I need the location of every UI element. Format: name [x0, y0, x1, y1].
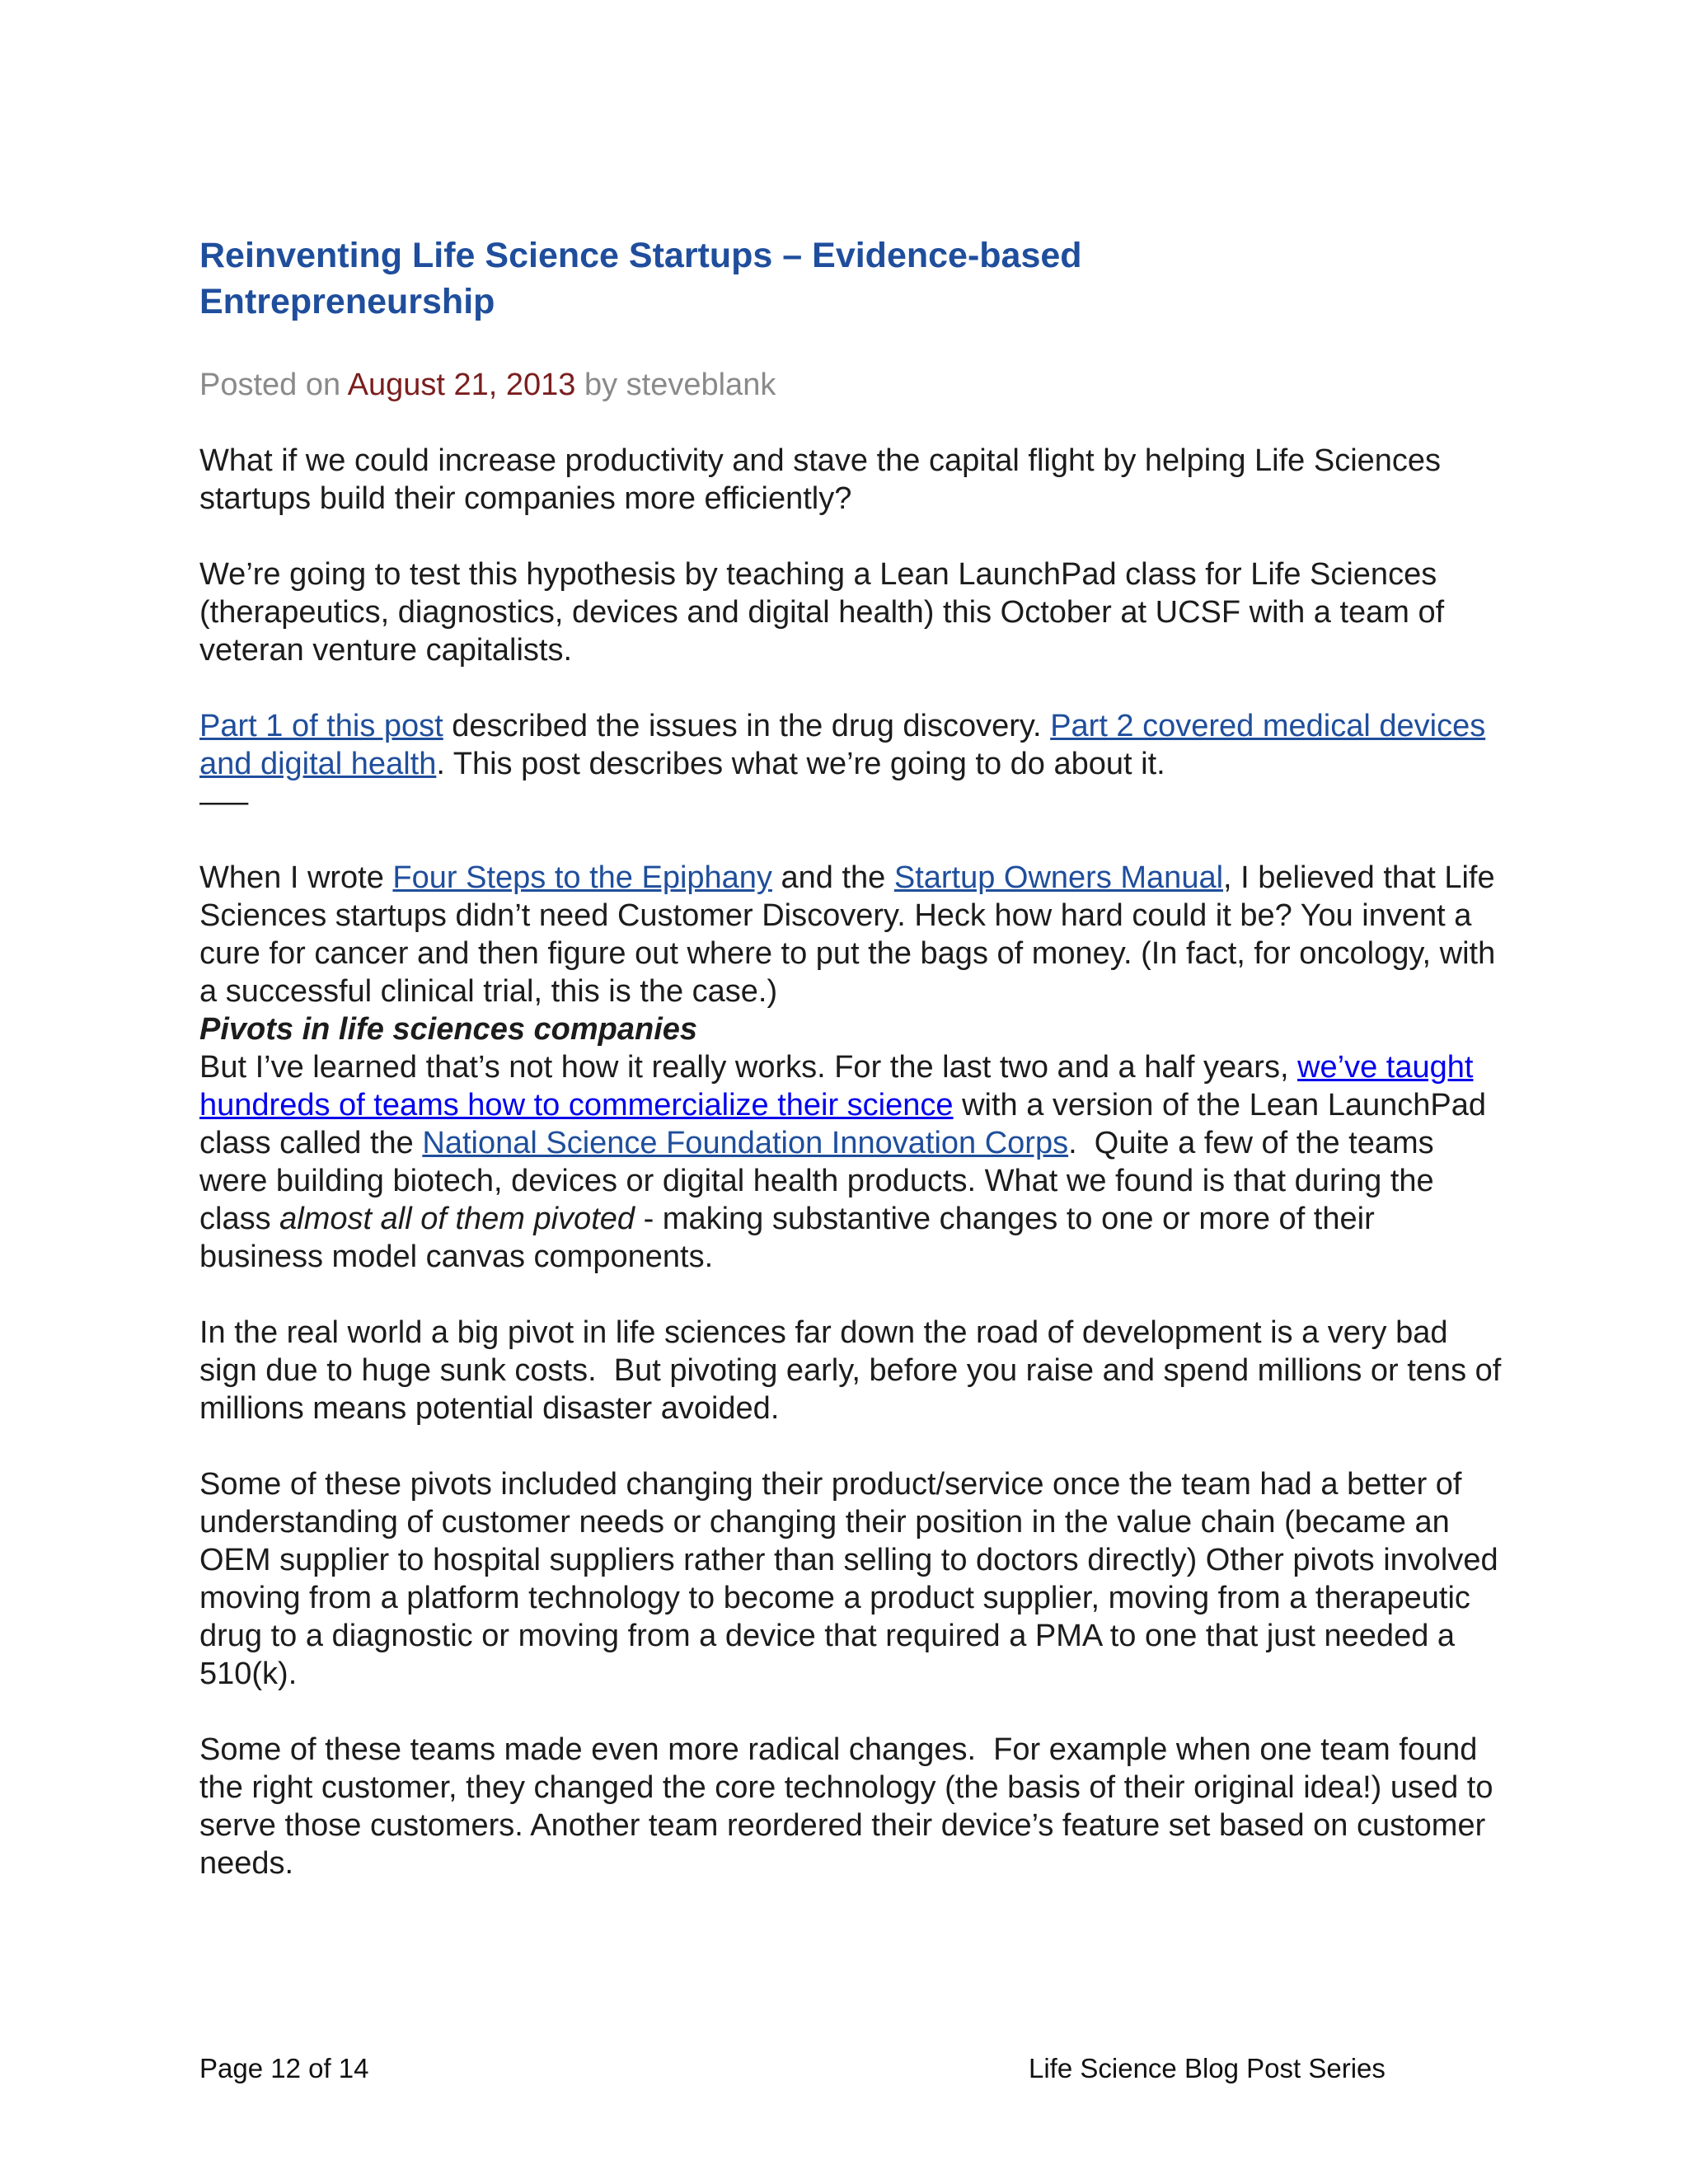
post-meta — [199, 366, 1502, 404]
paragraph-text: described the issues in the drug discovery. — [443, 709, 1051, 743]
by-label: by — [584, 368, 618, 402]
paragraph-text: . Quite a few of the teams were building biotech, devices or digital health products. What we found is that during the class — [199, 1126, 1434, 1236]
paragraph-text: But I’ve learned that’s not how it really works. For the last two and a half years, — [199, 1050, 1298, 1085]
startup-owners-manual-link[interactable]: Startup Owners Manual — [893, 860, 1224, 895]
posted-on-label: Posted on — [199, 368, 341, 402]
paragraph-epiphany — [199, 859, 1502, 1010]
paragraph-radical-changes: Some of these teams made even more radical changes. For example when one team found the right customer, they changed the core technology (the basis of their original idea!) used to serve those customers. Another team reordered their device’s feature set based on customer needs. — [199, 1732, 1493, 1881]
paragraph-text: , I believed that Life Sciences startups didn’t need Customer Discovery. Heck how hard could it be? You invent a cure for cancer and then figure out where to put the bags of money. (In fact, for oncology, with a successful clinical trial, this is the case.) — [199, 860, 1496, 1009]
paragraph-intro: What if we could increase productivity and stave the capital flight by helping Life Sciences startups build their companies more efficiently? — [199, 443, 1442, 516]
post-date-link[interactable]: August 21, 2013 — [347, 368, 576, 402]
emphasis-text: almost all of them pivoted — [279, 1202, 635, 1236]
post-title[interactable]: Reinventing Life Science Startups – Evidence-based Entrepreneurship — [199, 236, 1082, 321]
paragraph-hypothesis: We’re going to test this hypothesis by teaching a Lean LaunchPad class for Life Sciences (therapeutics, diagnostics, devices and digital health) this October at UCSF with a team of veteran venture capitalists. — [199, 557, 1445, 668]
teams-taught-link[interactable]: we’ve taught hundreds of teams how to commercialize their science — [199, 1050, 1474, 1122]
paragraph-text: . This post describes what we’re going to do about it. — [436, 747, 1165, 781]
part2-link[interactable]: Part 2 covered medical devices and digital health — [199, 709, 1486, 781]
section-subhead: Pivots in life sciences companies — [199, 1012, 698, 1047]
paragraph-series-links — [199, 707, 1502, 783]
separator-line: ––– — [199, 785, 247, 819]
four-steps-link[interactable]: Four Steps to the Epiphany — [392, 860, 772, 895]
paragraph-text: - making substantive changes to one or more of their business model canvas components. — [199, 1202, 1375, 1274]
paragraph-pivot-examples: Some of these pivots included changing their product/service once the team had a better of understanding of customer needs or changing their position in the value chain (became an OEM supplier to hospital suppliers rather than selling to doctors directly) Other pivots involved moving from a platform technology to become a product supplier, moving from a therapeutic drug to a diagnostic or moving from a device that required a PMA to one that just needed a 510(k). — [199, 1467, 1498, 1691]
author-link[interactable]: steveblank — [626, 368, 776, 402]
part1-link[interactable]: Part 1 of this post — [199, 709, 443, 743]
paragraph-pivots — [199, 1048, 1502, 1276]
post-content — [199, 232, 1502, 1882]
paragraph-text: and the — [771, 860, 894, 895]
paragraph-sunk-costs: In the real world a big pivot in life sciences far down the road of development is a very bad sign due to huge sunk costs. But pivoting early, before you raise and spend millions or tens of millions means potential disaster avoided. — [199, 1315, 1502, 1426]
paragraph-text: When I wrote — [199, 860, 393, 895]
page-number: Page 12 of 14 — [199, 2053, 369, 2083]
series-title: Life Science Blog Post Series — [1029, 2053, 1386, 2083]
nsf-icorps-link[interactable]: National Science Foundation Innovation Corps — [422, 1126, 1069, 1160]
paragraph-text: with a version of the Lean LaunchPad class called the — [199, 1088, 1486, 1160]
